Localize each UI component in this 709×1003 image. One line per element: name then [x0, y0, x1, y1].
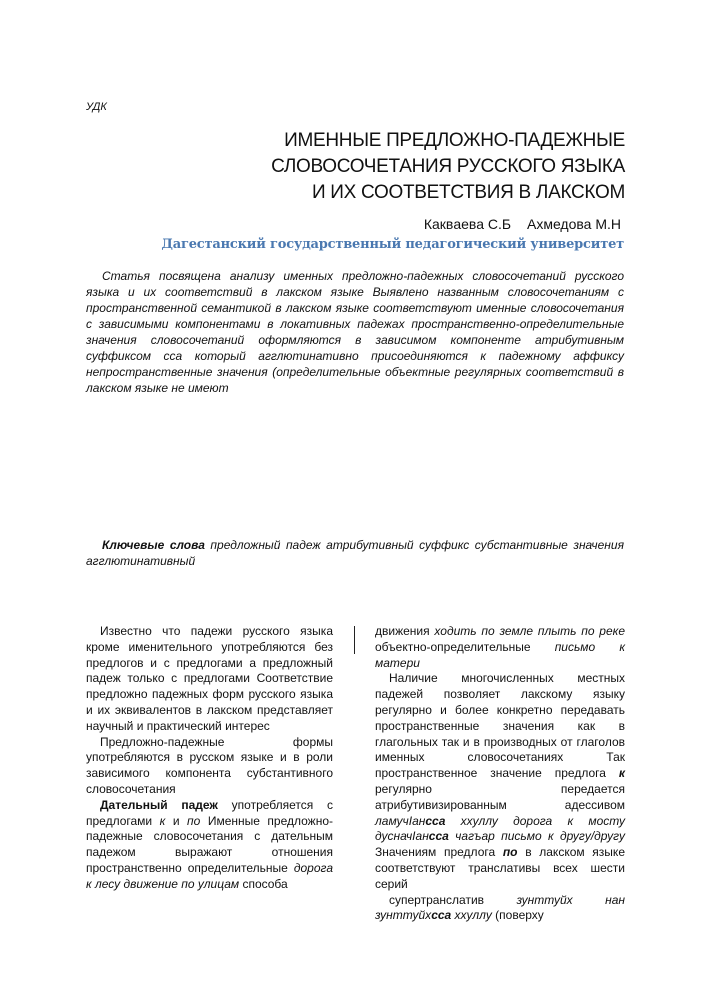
- keywords-label: Ключевые слова: [102, 538, 205, 552]
- paragraph: движения ходить по земле плыть по реке объектно-определительные письмо к матери: [375, 624, 625, 670]
- author-2: Ахмедова М.Н: [526, 216, 621, 232]
- affiliation: Дагестанский государственный педагогический университет: [161, 237, 624, 252]
- author-1: Каквaева С.Б: [423, 216, 512, 232]
- example-italic: ходить по земле плыть по реке: [434, 624, 625, 638]
- paragraph: Предложно-падежные формы употребляются в русском языке и в роли зависимого компонента субстантивного словосочетания: [86, 734, 333, 796]
- authors: [424, 216, 621, 232]
- article-title: [105, 128, 625, 206]
- title-line-1: ИМЕННЫЕ ПРЕДЛОЖНО-ПАДЕЖНЫЕ: [284, 130, 625, 151]
- title-line-2: СЛОВОСОЧЕТАНИЯ РУССКОГО ЯЗЫКА: [271, 156, 625, 177]
- keywords-text: предложный падеж атрибутивный суффикс субстантивные значения агглютинативный: [86, 538, 624, 568]
- keywords: [86, 537, 624, 569]
- paragraph: Наличие многочисленных местных падежей позволяет лакскому языку регулярно и более конкретно передавать пространственные значения как в глагольных так и в производных от глаголов именных словосочетаниях Так пространственное значение предлога к регулярно передается атрибутивизированным адессивом ламучIансса хxуллу дорога к мосту дусначIансса чагъар письмо к другу/другу Значениям предлога по в лакском языке соответствуют транслативы всех шести серий: [375, 671, 625, 891]
- paragraph: Дательный падеж употребляется с предлогами к и по Именные предложно-падежные словосочетания с дательным падежом выражают отношения пространственно определительные дорога к лесу движение по улицам способа: [86, 797, 334, 891]
- udk-label: УДК: [86, 101, 107, 113]
- example-italic: дорога к лесу движение по улицам: [86, 860, 333, 891]
- body-column-left: [86, 624, 333, 893]
- paragraph: Известно что падежи русского языка кроме именительного употребляются без предлогов и с предлогами а предложный падеж только с предлогами Соответствие предложно падежных форм русского языка и их эквивалентов в лакском представляет научный и практический интерес: [86, 624, 333, 733]
- term-bold: Дательный падеж: [100, 797, 218, 812]
- abstract-text: Статья посвящена анализу именных предложно-падежных словосочетаний русского языка и их соответствий в лакском языке Выявлено названным словосочетаниям с пространственной семантикой в лакском языке соответствуют именные словосочетания с зависимыми компонентами в локативных падежах пространственно-определительные значения словосочетаний оформляются в зависимом компоненте атрибутивным суффиксом сса который агглютинативно присоединяются к падежному аффиксу непространственные значения (определительные объектные регулярных соответствий в лакском языке не имеют: [86, 269, 624, 395]
- title-line-3: И ИХ СООТВЕТСТВИЯ В ЛАКСКОМ: [311, 182, 625, 203]
- paragraph: супертранслатив зунттуйх нан зунттуйхсса хxуллу (поверху: [375, 892, 625, 923]
- column-divider: [354, 626, 355, 654]
- body-column-right: [375, 624, 625, 924]
- abstract: [86, 268, 624, 396]
- example-italic: письмо к матери: [375, 639, 625, 670]
